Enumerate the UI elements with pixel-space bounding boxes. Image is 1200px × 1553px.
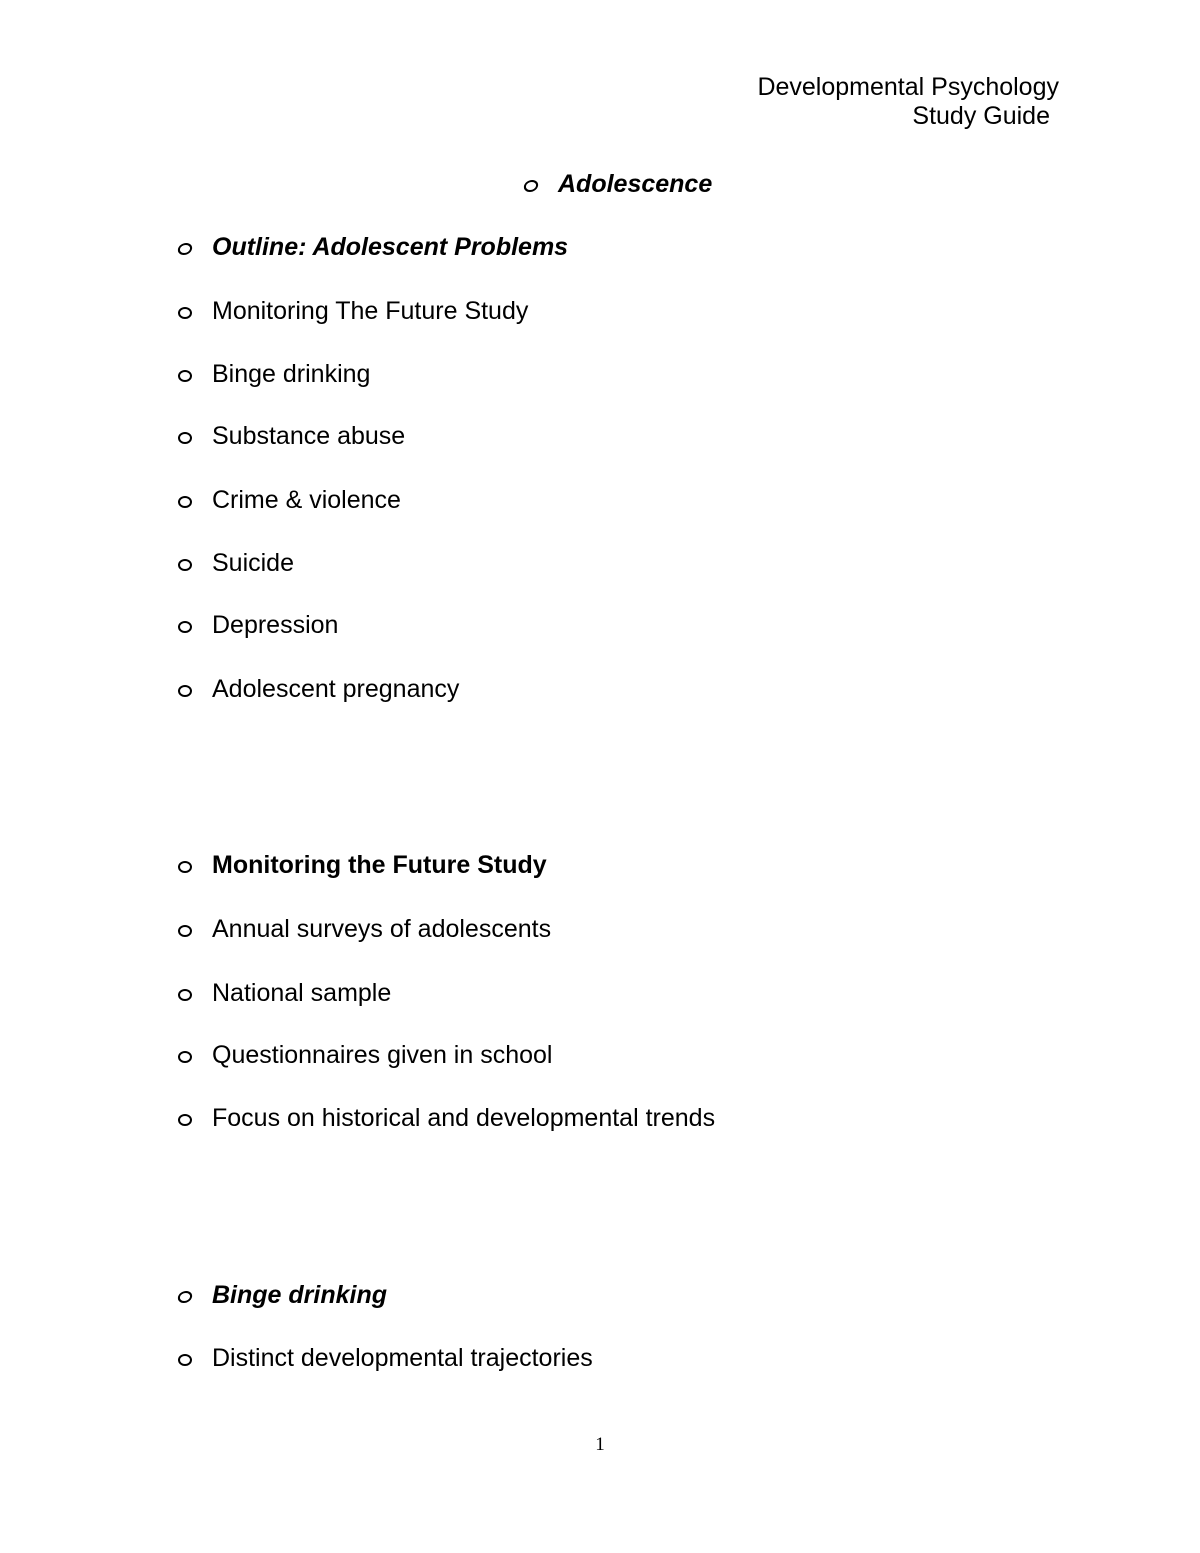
list-item-text: Questionnaires given in school <box>212 1040 553 1069</box>
bullet-icon <box>178 307 192 319</box>
list-item <box>178 978 391 1008</box>
list-item-text: National sample <box>212 978 392 1007</box>
list-item <box>178 674 459 704</box>
list-item-text: Focus on historical and developmental trends <box>212 1103 716 1132</box>
mtf-heading <box>178 850 547 880</box>
list-item-text: Crime & violence <box>212 485 401 514</box>
outline-heading-text: Outline: Adolescent Problems <box>212 232 569 261</box>
bullet-icon <box>177 1291 194 1303</box>
bullet-icon <box>523 180 540 192</box>
bullet-icon <box>178 925 192 937</box>
list-item-text: Depression <box>212 610 339 639</box>
bullet-icon <box>178 861 192 873</box>
bullet-icon <box>178 989 192 1001</box>
bullet-icon <box>178 432 192 444</box>
bullet-icon <box>178 1114 192 1126</box>
list-item <box>178 914 551 944</box>
list-item-text: Adolescent pregnancy <box>212 674 460 703</box>
list-item <box>178 296 528 326</box>
mtf-heading-text: Monitoring the Future Study <box>212 850 547 879</box>
outline-heading <box>178 232 568 262</box>
list-item <box>178 1343 593 1373</box>
list-item <box>178 485 401 515</box>
header-subtitle: Study Guide <box>912 102 1050 130</box>
page-title <box>524 169 712 199</box>
list-item-text: Monitoring The Future Study <box>212 296 529 325</box>
list-item-text: Annual surveys of adolescents <box>212 914 552 943</box>
bullet-icon <box>178 1354 192 1366</box>
binge-heading-text: Binge drinking <box>212 1280 387 1309</box>
bullet-icon <box>177 243 194 255</box>
page-number: 1 <box>595 1434 605 1455</box>
list-item-text: Suicide <box>212 548 294 577</box>
bullet-icon <box>178 685 192 697</box>
list-item <box>178 359 370 389</box>
list-item <box>178 548 294 578</box>
bullet-icon <box>178 559 192 571</box>
bullet-icon <box>178 370 192 382</box>
header-course-title: Developmental Psychology <box>757 73 1059 101</box>
binge-heading <box>178 1280 387 1310</box>
bullet-icon <box>178 496 192 508</box>
list-item <box>178 1040 552 1070</box>
list-item-text: Distinct developmental trajectories <box>212 1343 593 1372</box>
list-item-text: Substance abuse <box>212 421 406 450</box>
list-item <box>178 421 405 451</box>
page-title-text: Adolescence <box>558 169 713 198</box>
bullet-icon <box>178 1051 192 1063</box>
bullet-icon <box>178 621 192 633</box>
list-item-text: Binge drinking <box>212 359 371 388</box>
list-item <box>178 1103 715 1133</box>
list-item <box>178 610 338 640</box>
